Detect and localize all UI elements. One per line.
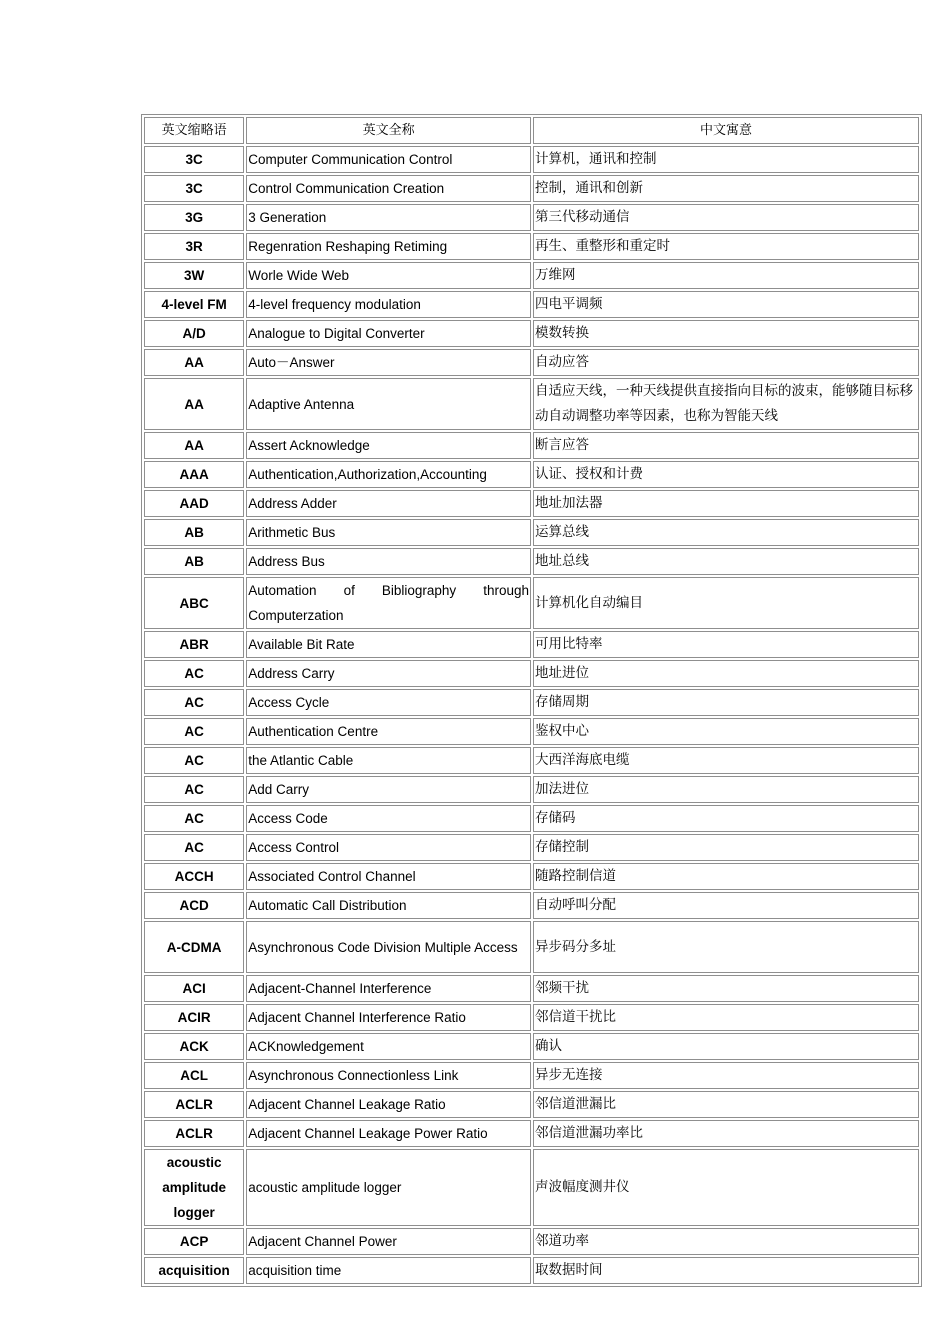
abbreviation-cell: acoustic amplitude logger — [144, 1149, 244, 1226]
abbreviation-cell: AB — [144, 519, 244, 546]
chinese-meaning-cell: 取数据时间 — [533, 1257, 919, 1284]
full-name-cell: Add Carry — [246, 776, 531, 803]
table-row — [144, 175, 919, 202]
chinese-meaning-cell: 第三代移动通信 — [533, 204, 919, 231]
table-row — [144, 1228, 919, 1255]
full-name-cell: Adjacent-Channel Interference — [246, 975, 531, 1002]
table-row — [144, 262, 919, 289]
header-chinese-meaning: 中文寓意 — [533, 117, 919, 144]
table-row — [144, 146, 919, 173]
glossary-table — [141, 114, 922, 1287]
abbreviation-cell: AC — [144, 747, 244, 774]
table-row — [144, 718, 919, 745]
full-name-cell: Authentication Centre — [246, 718, 531, 745]
full-name-cell: Authentication,Authorization,Accounting — [246, 461, 531, 488]
abbreviation-cell: AC — [144, 805, 244, 832]
chinese-meaning-cell: 地址加法器 — [533, 490, 919, 517]
chinese-meaning-cell: 异步无连接 — [533, 1062, 919, 1089]
chinese-meaning-cell: 存储码 — [533, 805, 919, 832]
full-name-cell: ACKnowledgement — [246, 1033, 531, 1060]
abbreviation-cell: AA — [144, 378, 244, 430]
abbreviation-cell: AAA — [144, 461, 244, 488]
full-name-cell: Adjacent Channel Leakage Power Ratio — [246, 1120, 531, 1147]
full-name-cell: Regenration Reshaping Retiming — [246, 233, 531, 260]
chinese-meaning-cell: 自动应答 — [533, 349, 919, 376]
chinese-meaning-cell: 万维网 — [533, 262, 919, 289]
full-name-cell: 3 Generation — [246, 204, 531, 231]
chinese-meaning-cell: 自适应天线，一种天线提供直接指向目标的波束，能够随目标移动自动调整功率等因素，也称为智能天线 — [533, 378, 919, 430]
chinese-meaning-cell: 运算总线 — [533, 519, 919, 546]
full-name-cell: Adjacent Channel Power — [246, 1228, 531, 1255]
abbreviation-cell: 3C — [144, 146, 244, 173]
table-row — [144, 1120, 919, 1147]
full-name-cell: Asynchronous Connectionless Link — [246, 1062, 531, 1089]
abbreviation-cell: ACLR — [144, 1120, 244, 1147]
abbreviation-cell: acquisition — [144, 1257, 244, 1284]
table-row — [144, 378, 919, 430]
full-name-cell: Auto－Answer — [246, 349, 531, 376]
full-name-cell: Adjacent Channel Leakage Ratio — [246, 1091, 531, 1118]
chinese-meaning-cell: 计算机，通讯和控制 — [533, 146, 919, 173]
abbreviation-cell: ABR — [144, 631, 244, 658]
chinese-meaning-cell: 邻道功率 — [533, 1228, 919, 1255]
full-name-cell: 4-level frequency modulation — [246, 291, 531, 318]
abbreviation-cell: AC — [144, 834, 244, 861]
full-name-cell: Associated Control Channel — [246, 863, 531, 890]
chinese-meaning-cell: 邻信道泄漏比 — [533, 1091, 919, 1118]
abbreviation-cell: ACI — [144, 975, 244, 1002]
full-name-cell: Adjacent Channel Interference Ratio — [246, 1004, 531, 1031]
chinese-meaning-cell: 存储控制 — [533, 834, 919, 861]
chinese-meaning-cell: 地址总线 — [533, 548, 919, 575]
table-row — [144, 1091, 919, 1118]
abbreviation-cell: ABC — [144, 577, 244, 629]
table-row — [144, 349, 919, 376]
chinese-meaning-cell: 四电平调频 — [533, 291, 919, 318]
chinese-meaning-cell: 可用比特率 — [533, 631, 919, 658]
table-row — [144, 689, 919, 716]
table-header-row — [144, 117, 919, 144]
abbreviation-cell: AC — [144, 660, 244, 687]
full-name-cell: acoustic amplitude logger — [246, 1149, 531, 1226]
abbreviation-cell: ACP — [144, 1228, 244, 1255]
table-row — [144, 776, 919, 803]
table-row — [144, 834, 919, 861]
chinese-meaning-cell: 加法进位 — [533, 776, 919, 803]
abbreviation-cell: 3W — [144, 262, 244, 289]
full-name-cell: Automatic Call Distribution — [246, 892, 531, 919]
full-name-cell: Asynchronous Code Division Multiple Access — [246, 921, 531, 973]
full-name-cell: acquisition time — [246, 1257, 531, 1284]
abbreviation-cell: ACCH — [144, 863, 244, 890]
table-row — [144, 1004, 919, 1031]
table-row — [144, 1149, 919, 1226]
abbreviation-cell: AC — [144, 689, 244, 716]
header-abbreviation: 英文缩略语 — [144, 117, 244, 144]
full-name-cell: Control Communication Creation — [246, 175, 531, 202]
full-name-cell: the Atlantic Cable — [246, 747, 531, 774]
table-row — [144, 432, 919, 459]
chinese-meaning-cell: 断言应答 — [533, 432, 919, 459]
chinese-meaning-cell: 声波幅度测井仪 — [533, 1149, 919, 1226]
chinese-meaning-cell: 鉴权中心 — [533, 718, 919, 745]
abbreviation-cell: ACD — [144, 892, 244, 919]
chinese-meaning-cell: 大西洋海底电缆 — [533, 747, 919, 774]
table-row — [144, 660, 919, 687]
table-row — [144, 548, 919, 575]
table-row — [144, 805, 919, 832]
full-name-cell: Access Cycle — [246, 689, 531, 716]
chinese-meaning-cell: 邻信道泄漏功率比 — [533, 1120, 919, 1147]
abbreviation-cell: ACK — [144, 1033, 244, 1060]
abbreviation-cell: A/D — [144, 320, 244, 347]
chinese-meaning-cell: 邻频干扰 — [533, 975, 919, 1002]
table-row — [144, 320, 919, 347]
table-row — [144, 1033, 919, 1060]
chinese-meaning-cell: 再生、重整形和重定时 — [533, 233, 919, 260]
full-name-cell: Address Carry — [246, 660, 531, 687]
abbreviation-cell: AC — [144, 718, 244, 745]
full-name-cell: Worle Wide Web — [246, 262, 531, 289]
full-name-cell: Adaptive Antenna — [246, 378, 531, 430]
abbreviation-cell: AAD — [144, 490, 244, 517]
chinese-meaning-cell: 确认 — [533, 1033, 919, 1060]
full-name-cell: Access Code — [246, 805, 531, 832]
table-row — [144, 519, 919, 546]
full-name-cell: Address Adder — [246, 490, 531, 517]
full-name-cell: Available Bit Rate — [246, 631, 531, 658]
abbreviation-cell: 3C — [144, 175, 244, 202]
table-row — [144, 631, 919, 658]
abbreviation-cell: 3R — [144, 233, 244, 260]
chinese-meaning-cell: 存储周期 — [533, 689, 919, 716]
chinese-meaning-cell: 控制，通讯和创新 — [533, 175, 919, 202]
full-name-cell: Address Bus — [246, 548, 531, 575]
abbreviation-cell: 3G — [144, 204, 244, 231]
table-row — [144, 975, 919, 1002]
chinese-meaning-cell: 认证、授权和计费 — [533, 461, 919, 488]
full-name-cell: Arithmetic Bus — [246, 519, 531, 546]
abbreviation-cell: ACLR — [144, 1091, 244, 1118]
chinese-meaning-cell: 计算机化自动编目 — [533, 577, 919, 629]
table-row — [144, 233, 919, 260]
chinese-meaning-cell: 随路控制信道 — [533, 863, 919, 890]
full-name-cell: Assert Acknowledge — [246, 432, 531, 459]
full-name-cell: Analogue to Digital Converter — [246, 320, 531, 347]
abbreviation-cell: AC — [144, 776, 244, 803]
full-name-cell: Computer Communication Control — [246, 146, 531, 173]
table-row — [144, 747, 919, 774]
full-name-cell: Automation of Bibliography through Computerzation — [246, 577, 531, 629]
table-row — [144, 490, 919, 517]
abbreviation-cell: AB — [144, 548, 244, 575]
table-row — [144, 892, 919, 919]
abbreviation-cell: A-CDMA — [144, 921, 244, 973]
table-row — [144, 1062, 919, 1089]
chinese-meaning-cell: 模数转换 — [533, 320, 919, 347]
abbreviation-cell: ACIR — [144, 1004, 244, 1031]
chinese-meaning-cell: 地址进位 — [533, 660, 919, 687]
table-row — [144, 204, 919, 231]
table-row — [144, 921, 919, 973]
chinese-meaning-cell: 邻信道干扰比 — [533, 1004, 919, 1031]
table-row — [144, 863, 919, 890]
header-full-name: 英文全称 — [246, 117, 531, 144]
full-name-cell: Access Control — [246, 834, 531, 861]
table-row — [144, 1257, 919, 1284]
chinese-meaning-cell: 异步码分多址 — [533, 921, 919, 973]
abbreviation-cell: ACL — [144, 1062, 244, 1089]
table-row — [144, 291, 919, 318]
chinese-meaning-cell: 自动呼叫分配 — [533, 892, 919, 919]
abbreviation-cell: AA — [144, 432, 244, 459]
table-body — [144, 146, 919, 1284]
table-row — [144, 461, 919, 488]
abbreviation-cell: AA — [144, 349, 244, 376]
table-row — [144, 577, 919, 629]
abbreviation-cell: 4-level FM — [144, 291, 244, 318]
